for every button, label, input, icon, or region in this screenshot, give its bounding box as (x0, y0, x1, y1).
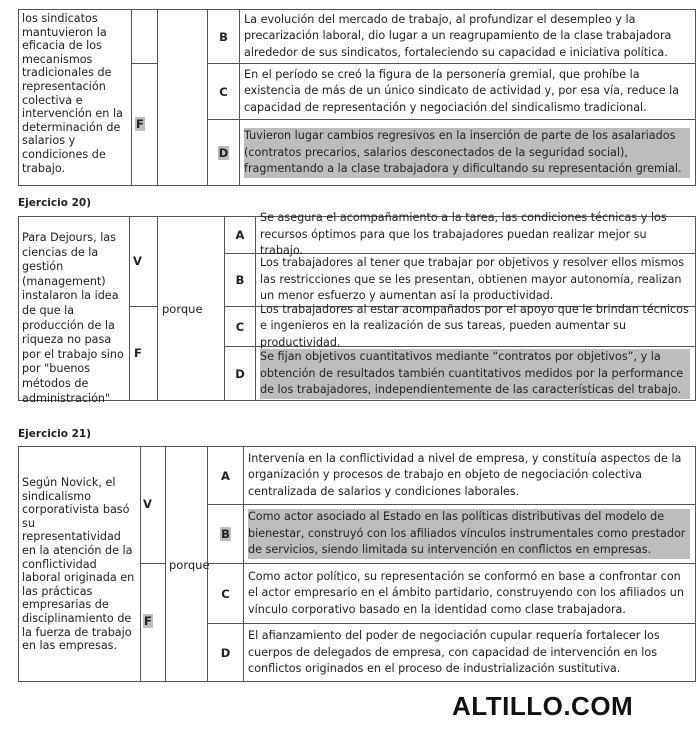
altillo-logo: ALTILLO.COM (452, 691, 634, 721)
option-text-d: Se fijan objetivos cuantitativos mediante “contratos por objetivos”, y la obtención de resultados también cuantitativos medidos por la performance de los trabajadores, independientemente de las características del trabajo. (256, 347, 696, 401)
answer-mark-f: F (136, 117, 144, 131)
option-letter-a: A (221, 468, 230, 483)
option-letter-c: C (219, 84, 228, 99)
option-text-b: La evolución del mercado de trabajo, al profundizar el desempleo y la precarización laboral, dio lugar a un reagrupamiento de la clase trabajadora alrededor de sus sindicatos, fortaleciendo su capacidad e iniciativa política. (244, 12, 672, 59)
answer-mark-f: F (134, 346, 142, 360)
option-text-c: En el período se creó la figura de la personería gremial, que prohíbe la existencia de más de un único sindicato de actividad y, por esa vía, reduce la capacidad de representación y negociación del sindicalismo tradicional. (244, 67, 680, 114)
option-text-c: Como actor político, su representación se conformó en base a confrontar con el actor empresario en el ámbito partidario, construyendo con los afiliados un vínculo corporativo basado en la identidad como clase trabajadora. (248, 569, 684, 616)
answer-mark-f: F (144, 614, 152, 628)
statement-text: los sindicatos mantuvieron la eficacia de los mecanismos tradicionales de representación colectiva e intervención en la determinación de salarios y condiciones de trabajo. (22, 12, 123, 175)
option-text-a: Intervenía en la conflictividad a nivel de empresa, y constituía aspectos de la organización y procesos de trabajo en objeto de negociación colectiva centralizada de salarios y condiciones laborales. (248, 451, 682, 498)
option-letter-b: B (219, 29, 228, 44)
option-letter-a: A (235, 228, 245, 242)
question-table-21 (18, 446, 696, 682)
option-text-d: Tuvieron lugar cambios regresivos en la inserción de parte de los asalariados (contratos precarios, salarios desconectados de la seguridad social), fragmentando a la clase trabajadora y dificultando su representación gremial. (240, 120, 696, 186)
exercise-21-title: Ejercicio 21) (18, 428, 91, 440)
answer-mark-v: V (133, 254, 142, 268)
option-letter-c: C (235, 319, 245, 334)
option-letter-b: B (221, 527, 230, 541)
option-text-d: El afianzamiento del poder de negociación cupular requería fortalecer los cuerpos de delegados de empresa, con capacidad de intervención en los conflictos originados en el proceso de industrialización sustitutiva. (248, 629, 660, 676)
statement-text: Para Dejours, las ciencias de la gestión (management) instalaron la idea de que la producción de la riqueza no pasa por el trabajo sino por "buenos métodos de administración" (22, 231, 124, 405)
option-text-b: Los trabajadores al tener que trabajar por objetivos y resolver ellos mismos las restricciones que se les presentan, obtienen mayor autonomía, realizan un menor esfuerzo y aumentan así la productividad. (260, 256, 685, 303)
option-letter-c: C (221, 586, 230, 601)
option-letter-d: D (235, 367, 245, 381)
option-text-c: Los trabajadores al estar acompañados por el apoyo que le brindan técnicos e ingenieros en la realización de sus tareas, pueden aumentar su productividad. (260, 302, 689, 349)
option-letter-d: D (218, 146, 229, 160)
answer-mark-v: V (143, 497, 152, 511)
option-text-a: Se asegura el acompañamiento a la tarea, las condiciones técnicas y los recursos óptimos para que los trabajadores puedan realizar mejor su trabajo. (260, 211, 667, 258)
option-letter-b: B (235, 273, 245, 287)
question-table-19 (18, 9, 696, 186)
exercise-20-title: Ejercicio 20) (18, 197, 91, 209)
question-table-20 (18, 211, 696, 405)
porque-label: porque (169, 558, 210, 572)
porque-label: porque (162, 302, 203, 316)
statement-text: Según Novick, el sindicalismo corporativista basó su representatividad en la atención de la conflictividad laboral originada en las prácticas empresarias de disciplinamiento de la fuerza de trabajo en las empresas. (22, 476, 135, 653)
option-letter-d: D (220, 646, 231, 660)
option-text-b: Como actor asociado al Estado en las políticas distributivas del modelo de bienestar, construyó con los afiliados vínculos instrumentales como prestador de servicios, siendo limitada su intervención en conflictos en empresas. (244, 505, 696, 563)
